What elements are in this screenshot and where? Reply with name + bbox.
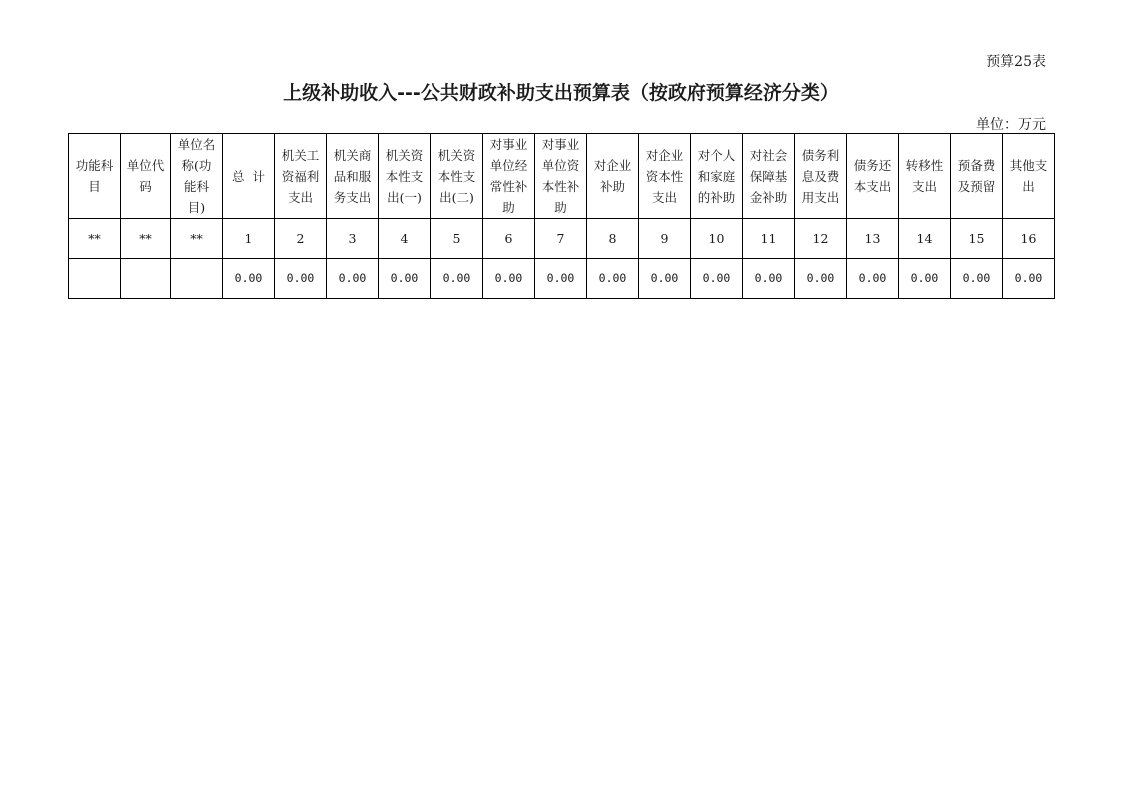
table-cell: **: [171, 219, 223, 259]
table-cell: **: [121, 219, 171, 259]
table-cell: 13: [847, 219, 899, 259]
table-cell: 15: [951, 219, 1003, 259]
index-row: [69, 219, 1055, 259]
table-cell: 4: [379, 219, 431, 259]
table-cell: [171, 259, 223, 299]
header-row: [69, 134, 1055, 219]
col-header-unit-name: 单位名称(功能科目): [171, 134, 223, 219]
table-cell: 9: [639, 219, 691, 259]
table-cell: 0.00: [587, 259, 639, 299]
table-cell: 0.00: [1003, 259, 1055, 299]
col-header-reserve: 预备费及预留: [951, 134, 1003, 219]
col-header-enterprise-subsidy: 对企业补助: [587, 134, 639, 219]
table-cell: [121, 259, 171, 299]
table-cell: 0.00: [899, 259, 951, 299]
col-header-total: 总 计: [223, 134, 275, 219]
table-cell: 0.00: [483, 259, 535, 299]
table-cell: 8: [587, 219, 639, 259]
table-cell: 0.00: [327, 259, 379, 299]
page-title: 上级补助收入---公共财政补助支出预算表（按政府预算经济分类）: [283, 82, 839, 104]
table-cell: 1: [223, 219, 275, 259]
col-header-capital-1: 机关资本性支出(一): [379, 134, 431, 219]
table-cell: 0.00: [275, 259, 327, 299]
col-header-goods-services: 机关商品和服务支出: [327, 134, 379, 219]
table-cell: 5: [431, 219, 483, 259]
col-header-institution-capital: 对事业单位资本性补助: [535, 134, 587, 219]
col-header-transfer: 转移性支出: [899, 134, 951, 219]
table-cell: 0.00: [535, 259, 587, 299]
table-cell: 3: [327, 219, 379, 259]
table-cell: 0.00: [743, 259, 795, 299]
table-cell: 14: [899, 219, 951, 259]
col-header-institution-recurrent: 对事业单位经常性补助: [483, 134, 535, 219]
col-header-capital-2: 机关资本性支出(二): [431, 134, 483, 219]
table-cell: 6: [483, 219, 535, 259]
col-header-enterprise-capital: 对企业资本性支出: [639, 134, 691, 219]
table-cell: 11: [743, 219, 795, 259]
table-cell: 0.00: [691, 259, 743, 299]
table-cell: 10: [691, 219, 743, 259]
table-cell: 2: [275, 219, 327, 259]
table-cell: 12: [795, 219, 847, 259]
table-cell: 0.00: [223, 259, 275, 299]
table-cell: 7: [535, 219, 587, 259]
col-header-function-subject: 功能科目: [69, 134, 121, 219]
col-header-other: 其他支出: [1003, 134, 1055, 219]
table-cell: 16: [1003, 219, 1055, 259]
table-cell: 0.00: [951, 259, 1003, 299]
col-header-debt-principal: 债务还本支出: [847, 134, 899, 219]
table-cell: **: [69, 219, 121, 259]
table-cell: 0.00: [795, 259, 847, 299]
col-header-unit-code: 单位代码: [121, 134, 171, 219]
col-header-debt-interest: 债务利息及费用支出: [795, 134, 847, 219]
unit-label: 单位：万元: [976, 117, 1046, 133]
col-header-social-security: 对社会保障基金补助: [743, 134, 795, 219]
col-header-household-subsidy: 对个人和家庭的补助: [691, 134, 743, 219]
table-cell: 0.00: [847, 259, 899, 299]
table-cell: [69, 259, 121, 299]
col-header-staff-welfare: 机关工资福利支出: [275, 134, 327, 219]
table-cell: 0.00: [431, 259, 483, 299]
table-cell: 0.00: [379, 259, 431, 299]
table-cell: 0.00: [639, 259, 691, 299]
form-number: 预算25表: [986, 54, 1046, 70]
table-row: [69, 259, 1055, 299]
budget-table: [68, 133, 1055, 299]
